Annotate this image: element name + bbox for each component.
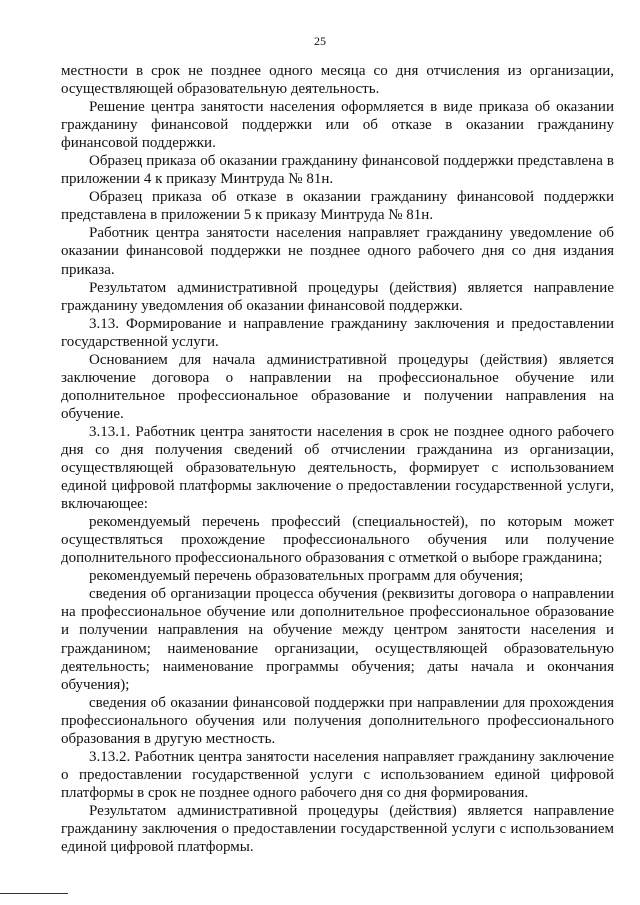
list-item-professions: рекомендуемый перечень профессий (специальностей), по которым может осуществляться прохождение профессионального обучения или получение дополнительного профессионального образования с отметкой о выборе гражданина; — [61, 514, 614, 567]
paragraph-2: Решение центра занятости населения оформляется в виде приказа об оказании гражданину финансовой поддержки или об отказе в оказании гражданину финансовой поддержки. — [61, 99, 614, 152]
paragraph-1: местности в срок не позднее одного месяца со дня отчисления из организации, осуществляющей образовательную деятельность. — [61, 63, 614, 98]
paragraph-4: Образец приказа об отказе в оказании гражданину финансовой поддержки представлена в приложении 5 к приказу Минтруда № 81н. — [61, 189, 614, 224]
paragraph-result: Результатом административной процедуры (действия) является направление гражданину заключения о предоставлении государственной услуги с использованием единой цифровой платформы. — [61, 802, 614, 856]
clause-3-13-1: 3.13.1. Работник центра занятости населения в срок не позднее одного рабочего дня со дня получения сведений об отчислении гражданина из организации, осуществляющей образовательную деятельность, формирует с использованием единой цифровой платформы заключение о предоставлении государственной услуги, включающее: — [61, 423, 614, 513]
clause-3-13-2: 3.13.2. Работник центра занятости населения направляет гражданину заключение о предоставлении государственной услуги с использованием единой цифровой платформы в срок не позднее одного рабочего дня со дня формирования. — [61, 748, 614, 801]
page-number: 25 — [314, 34, 326, 48]
list-item-training-info: сведения об организации процесса обучения (реквизиты договора о направлении на профессиональное обучение или дополнительное профессиональное образование и получении направления на обучение между центром занятости населения и гражданином; наименование организации, осуществляющей образовательную деятельность; наименование программы обучения; даты начала и окончания обучения); — [61, 586, 614, 693]
document-body — [61, 62, 614, 856]
list-item-financial-support: сведения об оказании финансовой поддержки при направлении для прохождения профессионального обучения или получения дополнительного профессионального образования в другую местность. — [61, 694, 614, 747]
list-item-programs: рекомендуемый перечень образовательных программ для обучения; — [89, 568, 524, 585]
paragraph-6: Результатом административной процедуры (действия) является направление гражданину уведомления об оказании финансовой поддержки. — [61, 279, 614, 314]
section-heading-3-13: 3.13. Формирование и направление гражданину заключения и предоставлении государственной услуги. — [61, 315, 614, 350]
paragraph-3: Образец приказа об оказании гражданину финансовой поддержки представлена в приложении 4 к приказу Минтруда № 81н. — [61, 153, 614, 188]
paragraph-8: Основанием для начала административной процедуры (действия) является заключение договора о направлении на профессиональное обучение или дополнительное профессиональное образование и получении направления на обучение. — [61, 351, 614, 422]
paragraph-5: Работник центра занятости населения направляет гражданину уведомление об оказании финансовой поддержки не позднее одного рабочего дня со дня издания приказа. — [61, 225, 614, 278]
footer-rule — [0, 893, 68, 894]
